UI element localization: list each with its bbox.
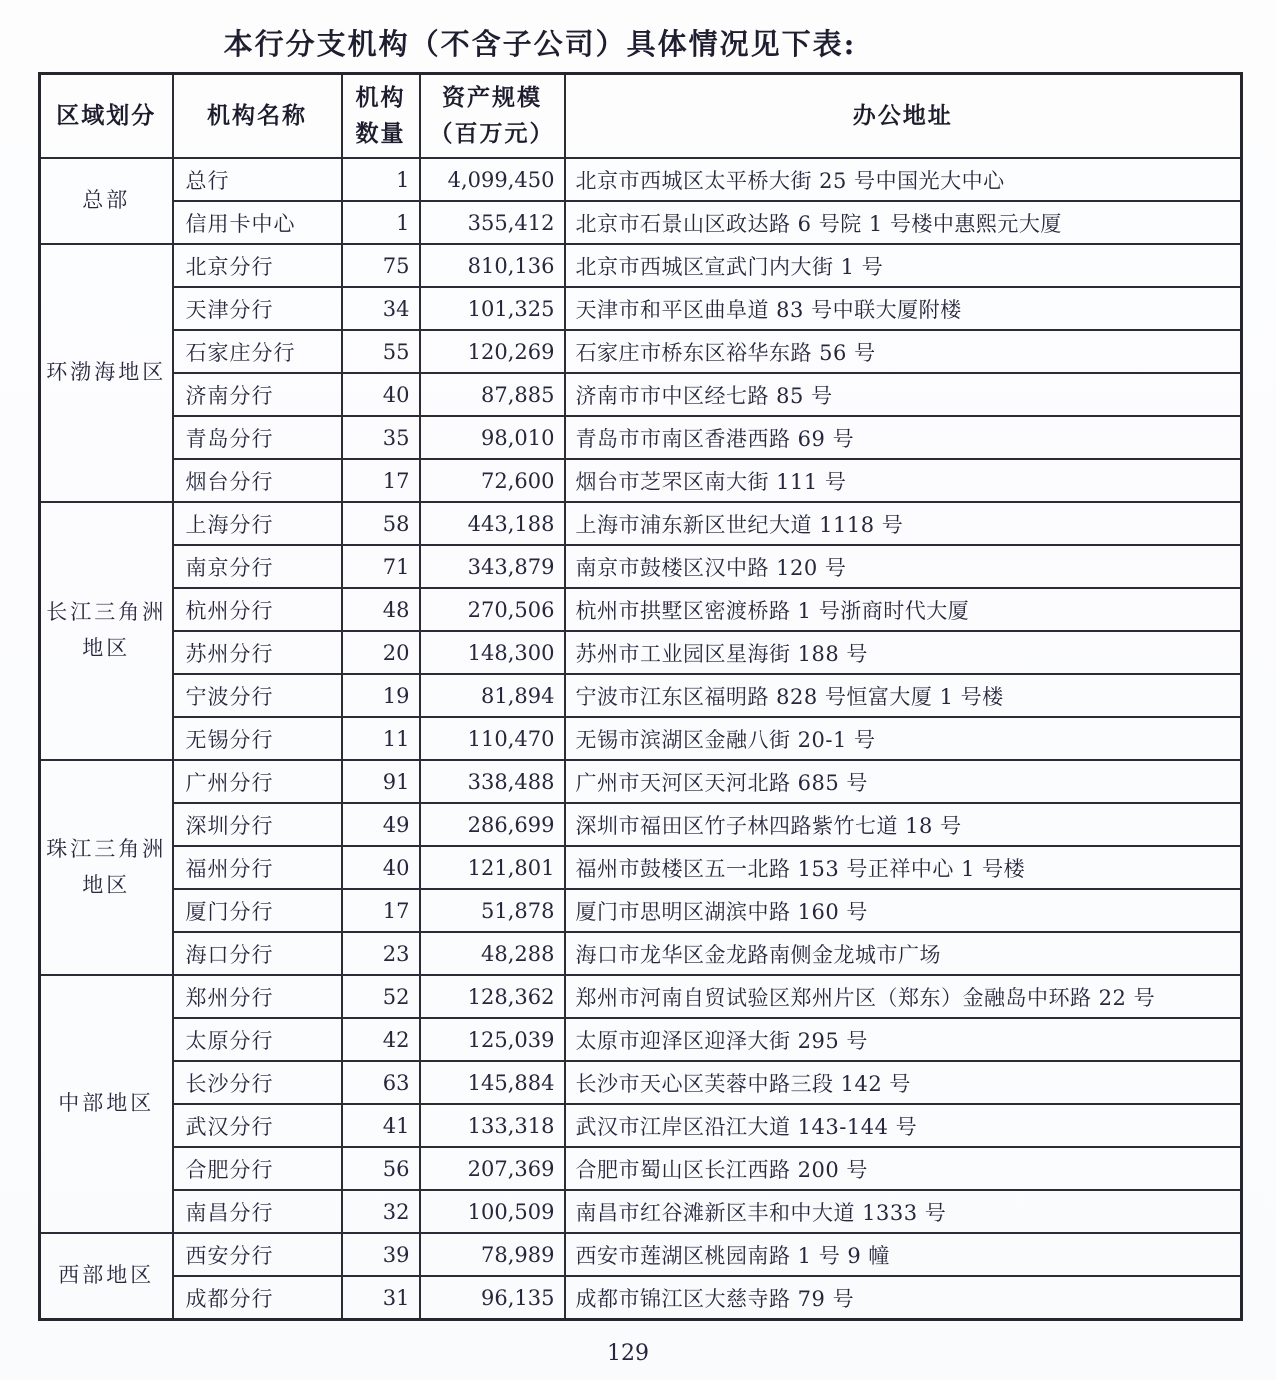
office-address-cell: 苏州市工业园区星海街 188 号 <box>565 631 1242 674</box>
table-row <box>40 1190 1242 1233</box>
office-address-cell: 海口市龙华区金龙路南侧金龙城市广场 <box>565 932 1242 975</box>
table-row <box>40 158 1242 201</box>
office-address-cell: 厦门市思明区湖滨中路 160 号 <box>565 889 1242 932</box>
table-header <box>40 74 1242 159</box>
table-row <box>40 1018 1242 1061</box>
branch-name-cell: 厦门分行 <box>173 889 342 932</box>
asset-scale-cell: 128,362 <box>420 975 565 1018</box>
header-assets-line2: （百万元） <box>429 120 555 147</box>
office-address-cell: 长沙市天心区芙蓉中路三段 142 号 <box>565 1061 1242 1104</box>
asset-scale-cell: 98,010 <box>420 416 565 459</box>
table-row <box>40 932 1242 975</box>
office-address-cell: 郑州市河南自贸试验区郑州片区（郑东）金融岛中环路 22 号 <box>565 975 1242 1018</box>
branch-name-cell: 深圳分行 <box>173 803 342 846</box>
institution-count-cell: 1 <box>342 158 420 201</box>
region-label-line: 总部 <box>82 188 131 213</box>
branch-name-cell: 信用卡中心 <box>173 201 342 244</box>
header-institution-count <box>342 74 420 159</box>
table-row <box>40 1104 1242 1147</box>
office-address-cell: 南京市鼓楼区汉中路 120 号 <box>565 545 1242 588</box>
header-region: 区域划分 <box>40 74 173 159</box>
region-label-line: 珠江三角洲 <box>46 836 167 861</box>
branch-name-cell: 太原分行 <box>173 1018 342 1061</box>
institution-count-cell: 1 <box>342 201 420 244</box>
branch-name-cell: 宁波分行 <box>173 674 342 717</box>
table-row <box>40 201 1242 244</box>
office-address-cell: 成都市锦江区大慈寺路 79 号 <box>565 1276 1242 1320</box>
asset-scale-cell: 343,879 <box>420 545 565 588</box>
asset-scale-cell: 338,488 <box>420 760 565 803</box>
region-label-line: 地区 <box>82 636 131 660</box>
header-row <box>40 74 1242 159</box>
institution-count-cell: 71 <box>342 545 420 588</box>
branch-name-cell: 石家庄分行 <box>173 330 342 373</box>
branch-name-cell: 苏州分行 <box>173 631 342 674</box>
region-label-line: 地区 <box>82 872 131 897</box>
office-address-cell: 武汉市江岸区沿江大道 143-144 号 <box>565 1104 1242 1147</box>
institution-count-cell: 19 <box>342 674 420 717</box>
institution-count-cell: 31 <box>342 1276 420 1320</box>
institution-count-cell: 32 <box>342 1190 420 1233</box>
branch-name-cell: 广州分行 <box>173 760 342 803</box>
institution-count-cell: 40 <box>342 373 420 416</box>
branch-name-cell: 北京分行 <box>173 244 342 287</box>
office-address-cell: 天津市和平区曲阜道 83 号中联大厦附楼 <box>565 287 1242 330</box>
institution-count-cell: 49 <box>342 803 420 846</box>
branch-table <box>38 72 1243 1321</box>
branch-name-cell: 长沙分行 <box>173 1061 342 1104</box>
branch-name-cell: 海口分行 <box>173 932 342 975</box>
header-asset-scale <box>420 74 565 159</box>
region-cell <box>40 158 173 244</box>
institution-count-cell: 63 <box>342 1061 420 1104</box>
asset-scale-cell: 4,099,450 <box>420 158 565 201</box>
institution-count-cell: 39 <box>342 1233 420 1276</box>
asset-scale-cell: 443,188 <box>420 502 565 545</box>
asset-scale-cell: 133,318 <box>420 1104 565 1147</box>
asset-scale-cell: 96,135 <box>420 1276 565 1320</box>
institution-count-cell: 75 <box>342 244 420 287</box>
page-title: 本行分支机构（不含子公司）具体情况见下表: <box>223 27 857 61</box>
asset-scale-cell: 81,894 <box>420 674 565 717</box>
asset-scale-cell: 125,039 <box>420 1018 565 1061</box>
asset-scale-cell: 148,300 <box>420 631 565 674</box>
table-row <box>40 244 1242 287</box>
header-office-address: 办公地址 <box>565 74 1242 159</box>
asset-scale-cell: 110,470 <box>420 717 565 760</box>
region-label-line: 长江三角洲 <box>46 600 167 625</box>
office-address-cell: 深圳市福田区竹子林四路紫竹七道 18 号 <box>565 803 1242 846</box>
branch-name-cell: 无锡分行 <box>173 717 342 760</box>
table-row <box>40 1276 1242 1320</box>
asset-scale-cell: 48,288 <box>420 932 565 975</box>
institution-count-cell: 20 <box>342 631 420 674</box>
office-address-cell: 杭州市拱墅区密渡桥路 1 号浙商时代大厦 <box>565 588 1242 631</box>
institution-count-cell: 23 <box>342 932 420 975</box>
branch-name-cell: 杭州分行 <box>173 588 342 631</box>
branch-name-cell: 郑州分行 <box>173 975 342 1018</box>
office-address-cell: 南昌市红谷滩新区丰和中大道 1333 号 <box>565 1190 1242 1233</box>
table-row <box>40 1147 1242 1190</box>
table-row <box>40 975 1242 1018</box>
office-address-cell: 北京市西城区宣武门内大街 1 号 <box>565 244 1242 287</box>
asset-scale-cell: 207,369 <box>420 1147 565 1190</box>
table-row <box>40 631 1242 674</box>
region-cell <box>40 502 173 760</box>
institution-count-cell: 40 <box>342 846 420 889</box>
institution-count-cell: 41 <box>342 1104 420 1147</box>
region-cell <box>40 244 173 502</box>
office-address-cell: 烟台市芝罘区南大街 111 号 <box>565 459 1242 502</box>
table-row <box>40 803 1242 846</box>
asset-scale-cell: 51,878 <box>420 889 565 932</box>
table-row <box>40 1061 1242 1104</box>
table-row <box>40 674 1242 717</box>
table-row <box>40 889 1242 932</box>
asset-scale-cell: 120,269 <box>420 330 565 373</box>
table-row <box>40 373 1242 416</box>
asset-scale-cell: 72,600 <box>420 459 565 502</box>
asset-scale-cell: 78,989 <box>420 1233 565 1276</box>
institution-count-cell: 58 <box>342 502 420 545</box>
office-address-cell: 北京市西城区太平桥大街 25 号中国光大中心 <box>565 158 1242 201</box>
region-cell <box>40 1233 173 1320</box>
institution-count-cell: 34 <box>342 287 420 330</box>
institution-count-cell: 42 <box>342 1018 420 1061</box>
asset-scale-cell: 121,801 <box>420 846 565 889</box>
asset-scale-cell: 101,325 <box>420 287 565 330</box>
office-address-cell: 福州市鼓楼区五一北路 153 号正祥中心 1 号楼 <box>565 846 1242 889</box>
office-address-cell: 宁波市江东区福明路 828 号恒富大厦 1 号楼 <box>565 674 1242 717</box>
asset-scale-cell: 355,412 <box>420 201 565 244</box>
header-count-line2: 数量 <box>355 120 406 147</box>
branch-name-cell: 上海分行 <box>173 502 342 545</box>
table-row <box>40 1233 1242 1276</box>
asset-scale-cell: 286,699 <box>420 803 565 846</box>
institution-count-cell: 17 <box>342 889 420 932</box>
institution-count-cell: 17 <box>342 459 420 502</box>
branch-name-cell: 青岛分行 <box>173 416 342 459</box>
asset-scale-cell: 87,885 <box>420 373 565 416</box>
table-row <box>40 330 1242 373</box>
office-address-cell: 广州市天河区天河北路 685 号 <box>565 760 1242 803</box>
region-cell <box>40 975 173 1233</box>
branch-name-cell: 武汉分行 <box>173 1104 342 1147</box>
branch-name-cell: 西安分行 <box>173 1233 342 1276</box>
asset-scale-cell: 145,884 <box>420 1061 565 1104</box>
branch-name-cell: 南昌分行 <box>173 1190 342 1233</box>
region-label-line: 中部地区 <box>58 1091 155 1116</box>
table-row <box>40 717 1242 760</box>
office-address-cell: 合肥市蜀山区长江西路 200 号 <box>565 1147 1242 1190</box>
office-address-cell: 太原市迎泽区迎泽大街 295 号 <box>565 1018 1242 1061</box>
branch-name-cell: 烟台分行 <box>173 459 342 502</box>
institution-count-cell: 56 <box>342 1147 420 1190</box>
office-address-cell: 北京市石景山区政达路 6 号院 1 号楼中惠熙元大厦 <box>565 201 1242 244</box>
header-count-line1: 机构 <box>355 84 406 112</box>
institution-count-cell: 52 <box>342 975 420 1018</box>
institution-count-cell: 91 <box>342 760 420 803</box>
asset-scale-cell: 100,509 <box>420 1190 565 1233</box>
institution-count-cell: 48 <box>342 588 420 631</box>
table-row <box>40 287 1242 330</box>
institution-count-cell: 35 <box>342 416 420 459</box>
table-body <box>40 158 1242 1320</box>
branch-name-cell: 总行 <box>173 158 342 201</box>
asset-scale-cell: 810,136 <box>420 244 565 287</box>
branch-name-cell: 福州分行 <box>173 846 342 889</box>
table-row <box>40 459 1242 502</box>
office-address-cell: 上海市浦东新区世纪大道 1118 号 <box>565 502 1242 545</box>
branch-name-cell: 南京分行 <box>173 545 342 588</box>
branch-name-cell: 济南分行 <box>173 373 342 416</box>
table-row <box>40 545 1242 588</box>
table-row <box>40 588 1242 631</box>
institution-count-cell: 55 <box>342 330 420 373</box>
office-address-cell: 青岛市市南区香港西路 69 号 <box>565 416 1242 459</box>
office-address-cell: 济南市市中区经七路 85 号 <box>565 373 1242 416</box>
asset-scale-cell: 270,506 <box>420 588 565 631</box>
table-row <box>40 502 1242 545</box>
branch-name-cell: 合肥分行 <box>173 1147 342 1190</box>
office-address-cell: 石家庄市桥东区裕华东路 56 号 <box>565 330 1242 373</box>
branch-name-cell: 成都分行 <box>173 1276 342 1320</box>
institution-count-cell: 11 <box>342 717 420 760</box>
region-cell <box>40 760 173 975</box>
office-address-cell: 西安市莲湖区桃园南路 1 号 9 幢 <box>565 1233 1242 1276</box>
table-row <box>40 416 1242 459</box>
office-address-cell: 无锡市滨湖区金融八街 20-1 号 <box>565 717 1242 760</box>
region-label-line: 环渤海地区 <box>46 360 167 385</box>
table-row <box>40 846 1242 889</box>
table-row <box>40 760 1242 803</box>
branch-name-cell: 天津分行 <box>173 287 342 330</box>
region-label-line: 西部地区 <box>58 1263 155 1288</box>
page-number: 129 <box>607 1341 649 1366</box>
header-institution-name: 机构名称 <box>173 74 342 159</box>
header-assets-line1: 资产规模 <box>442 84 542 112</box>
